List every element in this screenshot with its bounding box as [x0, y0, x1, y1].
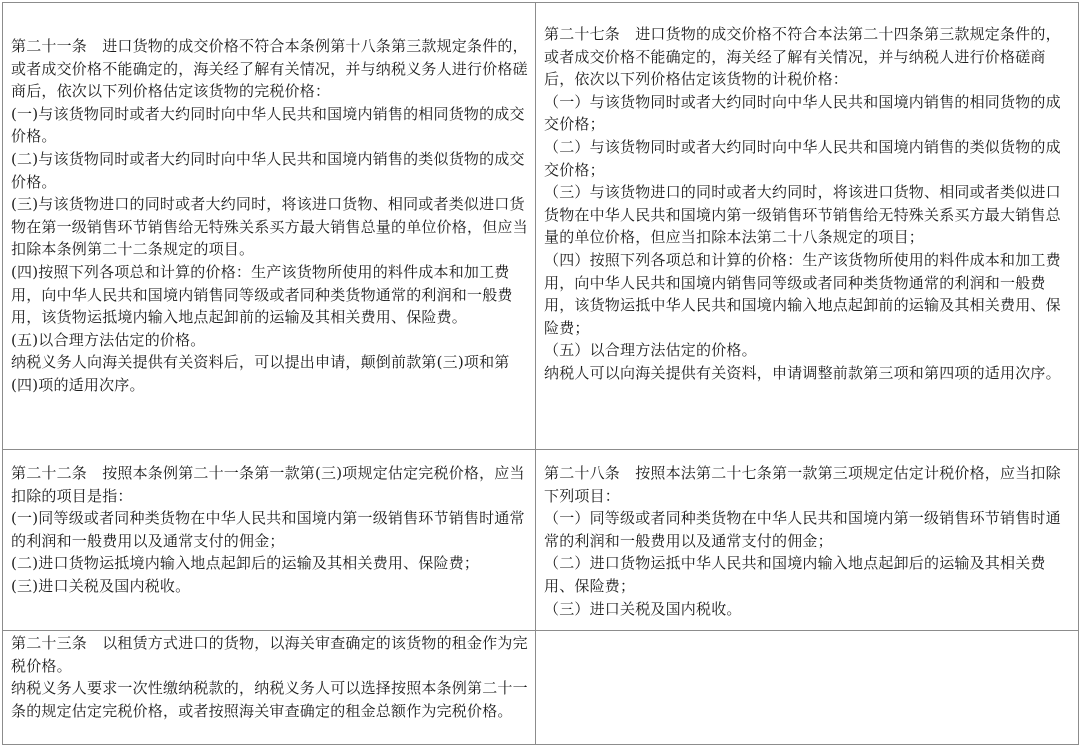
table-row: [3, 631, 1079, 745]
table-row: [3, 450, 1079, 631]
article-21-note: 纳税义务人向海关提供有关资料后，可以提出申请，颠倒前款第(三)项和第(四)项的适用次序。: [11, 353, 510, 394]
article-27-note: 纳税人可以向海关提供有关资料，申请调整前款第三项和第四项的适用次序。: [544, 363, 1061, 382]
old-regulation-cell: [3, 3, 536, 450]
article-27-item-4: （四）按照下列各项总和计算的价格：生产该货物所使用的料件成本和加工费用，向中华人民共和国境内销售同等级或者同种类货物通常的利润和一般费用，该货物运抵中华人民共和国境内输入地点起卸前的运输及其相关费用、保险费；: [544, 250, 1061, 337]
article-22-item-2: (二)进口货物运抵境内输入地点起卸后的运输及其相关费用、保险费；: [11, 554, 480, 573]
article-27-item-5: （五）以合理方法估定的价格。: [544, 341, 757, 360]
article-21-item-1: (一)与该货物同时或者大约同时向中华人民共和国境内销售的相同货物的成交价格。: [11, 104, 525, 146]
new-law-cell: [536, 3, 1079, 450]
old-regulation-cell: [3, 450, 536, 631]
article-27-item-3: （三）与该货物进口的同时或者大约同时，将该进口货物、相同或者类似进口货物在中华人民共和国境内第一级销售环节销售给无特殊关系买方最大销售总量的单位价格，但应当扣除本法第二十八条规定的项目；: [544, 183, 1061, 247]
article-22-heading: 第二十二条 按照本条例第二十一条第一款第(三)项规定估定完税价格，应当扣除的项目是指：: [11, 464, 525, 505]
article-22-item-3: (三)进口关税及国内税收。: [11, 576, 191, 595]
article-27-text: [544, 3, 1071, 385]
new-law-cell: [536, 450, 1079, 631]
comparison-table: [2, 2, 1079, 745]
article-27-item-2: （二）与该货物同时或者大约同时向中华人民共和国境内销售的类似货物的成交价格；: [544, 137, 1061, 179]
article-27-heading: 第二十七条 进口货物的成交价格不符合本法第二十四条第三款规定条件的，或者成交价格不能确定的，海关经了解有关情况，并与纳税人进行价格磋商后，依次以下列价格估定该货物的计税价格：: [544, 25, 1061, 89]
article-28-heading: 第二十八条 按照本法第二十七条第一款第三项规定估定计税价格，应当扣除下列项目：: [544, 464, 1061, 505]
article-21-item-2: (二)与该货物同时或者大约同时向中华人民共和国境内销售的类似货物的成交价格。: [11, 149, 525, 191]
article-22-text: [11, 450, 528, 598]
article-23-text: [11, 631, 528, 722]
article-21-item-5: (五)以合理方法估定的价格。: [11, 330, 206, 349]
new-law-cell-empty: [536, 631, 1079, 745]
article-28-item-2: （二）进口货物运抵中华人民共和国境内输入地点起卸后的运输及其相关费用、保险费；: [544, 554, 1046, 595]
article-28-item-3: （三）进口关税及国内税收。: [544, 599, 742, 618]
table-row: [3, 3, 1079, 450]
article-28-item-1: （一）同等级或者同种类货物在中华人民共和国境内第一级销售环节销售时通常的利润和一般费用以及通常支付的佣金；: [544, 509, 1061, 550]
article-21-item-3: (三)与该货物进口的同时或者大约同时，将该进口货物、相同或者类似进口货物在第一级销售环节销售给无特殊关系买方最大销售总量的单位价格，但应当扣除本条例第二十二条规定的项目。: [11, 195, 528, 259]
article-22-item-1: (一)同等级或者同种类货物在中华人民共和国境内第一级销售环节销售时通常的利润和一般费用以及通常支付的佣金；: [11, 509, 525, 550]
article-28-text: [544, 450, 1071, 620]
old-regulation-cell: [3, 631, 536, 745]
article-21-item-4: (四)按照下列各项总和计算的价格：生产该货物所使用的料件成本和加工费用，向中华人民共和国境内销售同等级或者同种类货物通常的利润和一般费用，该货物运抵境内输入地点起卸前的运输及其相关费用、保险费。: [11, 262, 513, 327]
article-27-item-1: （一）与该货物同时或者大约同时向中华人民共和国境内销售的相同货物的成交价格；: [544, 92, 1061, 134]
article-21-heading: 第二十一条 进口货物的成交价格不符合本条例第十八条第三款规定条件的，或者成交价格不能确定的，海关经了解有关情况，并与纳税义务人进行价格磋商后，依次以下列价格估定该货物的完税价格：: [11, 37, 528, 101]
article-23-heading: 第二十三条 以租赁方式进口的货物，以海关审查确定的该货物的租金作为完税价格。: [11, 634, 528, 675]
article-21-text: [11, 3, 528, 397]
article-23-note: 纳税义务人要求一次性缴纳税款的，纳税义务人可以选择按照本条例第二十一条的规定估定完税价格，或者按照海关审查确定的租金总额作为完税价格。: [11, 679, 528, 720]
